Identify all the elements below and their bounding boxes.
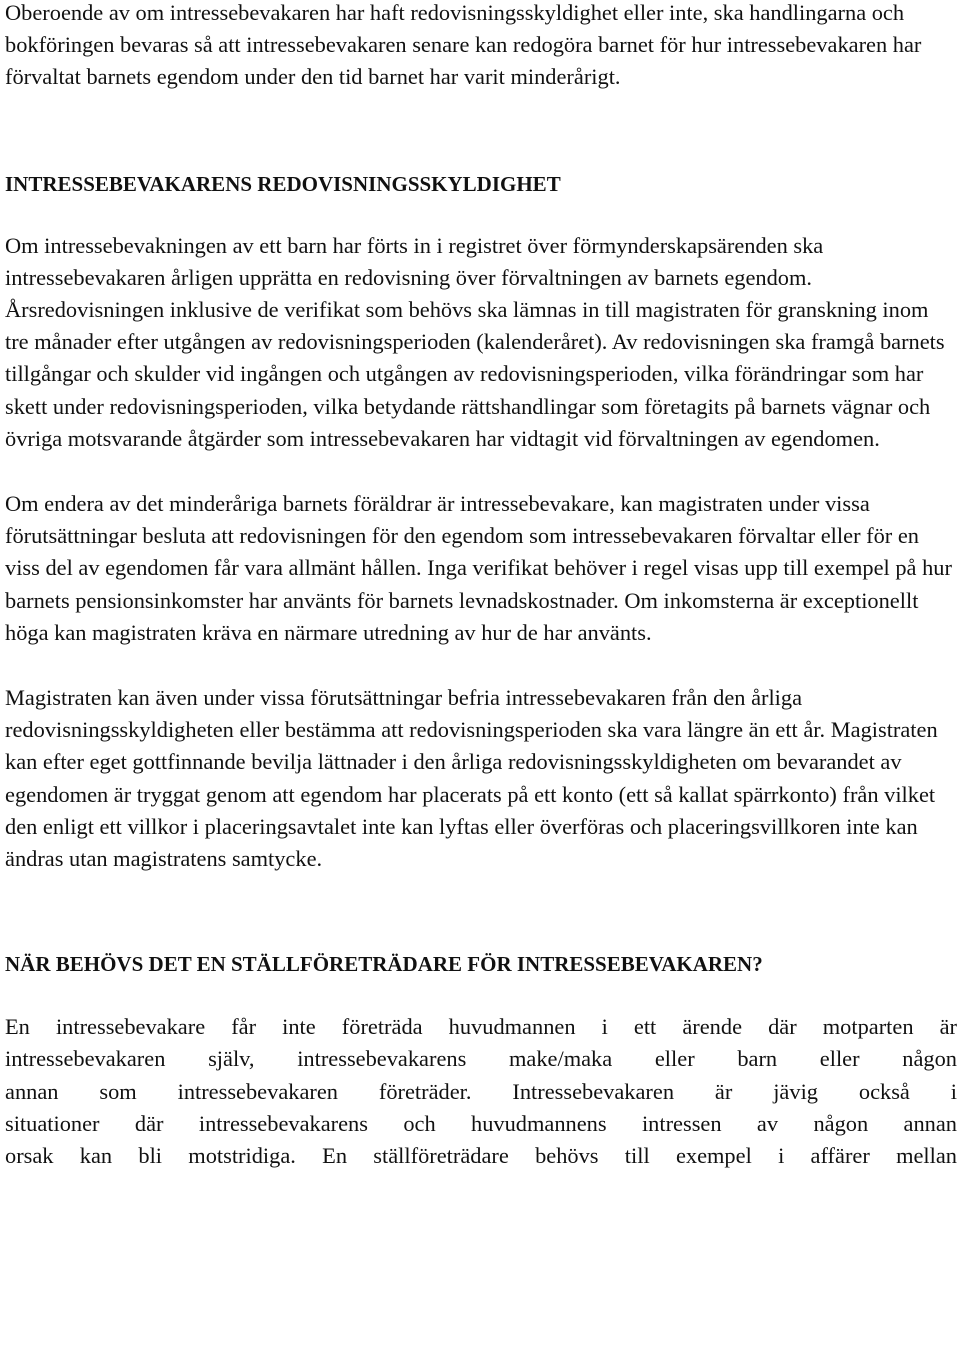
paragraph-jav (5, 1011, 957, 1172)
document-page (5, 0, 957, 1172)
intro-paragraph: Oberoende av om intressebevakaren har haft redovisningsskyldighet eller inte, ska handlingarna och bokföringen bevaras så att intressebevakaren senare kan redogöra barnet för hur intressebevakaren har förvaltat barnets egendom under den tid barnet har varit minderårigt. (5, 0, 922, 90)
paragraph-allmant-hallen: Om endera av det minderåriga barnets föräldrar är intressebevakare, kan magistraten under vissa förutsättningar besluta att redovisningen för den egendom som intressebevakaren förvaltar eller för en viss del av egendomen får vara allmänt hållen. Inga verifikat behöver i regel visas upp till exempel på hur barnets pensionsinkomster har använts för barnets levnadskostnader. Om inkomsterna är exceptionellt höga kan magistraten kräva en närmare utredning av hur de har använts. (5, 491, 952, 645)
paragraph-line: orsak kan bli motstridiga. En ställföreträdare behövs till exempel i affärer mellan (5, 1143, 957, 1169)
paragraph-line: situationer där intressebevakarens och huvudmannens intressen av någon annan (5, 1110, 957, 1136)
section-heading-redovisningsskyldighet: INTRESSEBEVAKARENS REDOVISNINGSSKYLDIGHET (5, 171, 561, 196)
paragraph-line: En intressebevakare får inte företräda huvudmannen i ett ärende där motparten är (5, 1014, 957, 1040)
paragraph-line: intressebevakaren själv, intressebevakarens make/maka eller barn eller någon (5, 1046, 957, 1072)
section-heading-stallforetradare: NÄR BEHÖVS DET EN STÄLLFÖRETRÄDARE FÖR INTRESSEBEVAKAREN? (5, 952, 763, 977)
paragraph-befria: Magistraten kan även under vissa förutsättningar befria intressebevakaren från den årliga redovisningsskyldigheten eller bestämma att redovisningsperioden ska vara längre än ett år. Magistraten kan efter eget gottfinnande bevilja lättnader i den årliga redovisningsskyldigheten om bevarandet av egendomen är tryggat genom att egendom har placerats på ett konto (ett så kallat spärrkonto) från vilket den enligt ett villkor i placeringsavtalet inte kan lyftas eller överföras och placeringsvillkoren inte kan ändras utan magistratens samtycke. (5, 685, 938, 872)
paragraph-line: annan som intressebevakaren företräder. Intressebevakaren är jävig också i (5, 1078, 957, 1104)
paragraph-redovisning: Om intressebevakningen av ett barn har förts in i registret över förmynderskapsärenden ska intressebevakaren årligen upprätta en redovisning över förvaltningen av barnets egendom. Årsredovisningen inklusive de verifikat som behövs ska lämnas in till magistraten för granskning inom tre månader efter utgången av redovisningsperioden (kalenderåret). Av redovisningen ska framgå barnets tillgångar och skulder vid ingången och utgången av redovisningsperioden, vilka förändringar som har skett under redovisningsperioden, vilka betydande rättshandlingar som företagits på barnets vägnar och övriga motsvarande åtgärder som intressebevakaren har vidtagit vid förvaltningen av egendomen. (5, 232, 945, 451)
